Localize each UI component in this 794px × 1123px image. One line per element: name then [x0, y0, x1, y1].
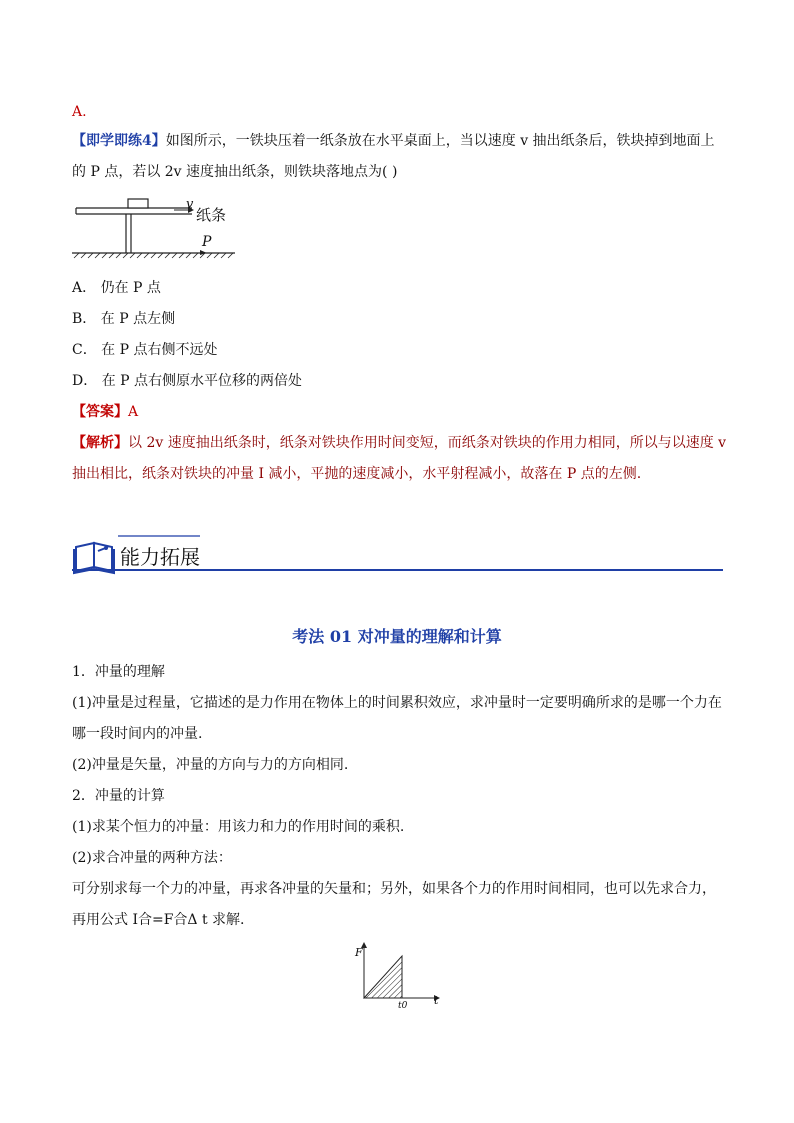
paper-label: 纸条	[196, 206, 227, 224]
paragraph-4: (2)求合冲量的两种方法：	[72, 850, 232, 866]
answer-line	[72, 402, 138, 422]
option-text: 在 P 点右侧原水平位移的两倍处	[101, 373, 303, 389]
section-divider	[72, 569, 723, 571]
heading-2: 2．冲量的计算	[72, 788, 165, 804]
method-title: 考法 01 对冲量的理解和计算	[292, 627, 502, 646]
section-title: 能力拓展	[120, 545, 200, 569]
option-a	[72, 278, 161, 298]
paragraph-1b: 哪一段时间内的冲量.	[72, 726, 203, 742]
x-axis-label: t	[434, 994, 439, 1007]
paragraph-1a: (1)冲量是过程量，它描述的是力作用在物体上的时间累积效应，求冲量时一定要明确所求的是哪一个力在	[72, 695, 722, 711]
option-letter: D．	[72, 373, 98, 389]
option-b	[72, 309, 175, 329]
paragraph-2: (2)冲量是矢量，冲量的方向与力的方向相同.	[72, 757, 349, 773]
t0-label: t0	[398, 1001, 408, 1011]
answer-tag: 【答案】	[72, 404, 128, 420]
option-text: 在 P 点右侧不远处	[101, 342, 218, 358]
option-d	[72, 371, 302, 391]
impulse-area	[364, 956, 402, 998]
velocity-label: v	[186, 197, 194, 212]
question-line-1	[72, 131, 715, 151]
option-letter: B．	[72, 311, 97, 327]
analysis-line-1	[72, 433, 726, 453]
paragraph-6: 再用公式 I合=F合Δ t 求解.	[72, 912, 245, 928]
option-c	[72, 340, 218, 360]
question-tag: 【即学即练4】	[72, 133, 166, 149]
analysis-line-2: 抽出相比，纸条对铁块的冲量 I 减小，平抛的速度减小，水平射程减小，故落在 P 点的左侧.	[72, 466, 642, 482]
answer-value: A	[128, 404, 139, 420]
paragraph-3: (1)求某个恒力的冲量：用该力和力的作用时间的乘积.	[72, 819, 405, 835]
option-text: 仍在 P 点	[100, 280, 161, 296]
option-letter: C．	[72, 342, 97, 358]
question-line-2: 的 P 点，若以 2v 速度抽出纸条，则铁块落地点为( )	[72, 164, 398, 180]
heading-1: 1．冲量的理解	[72, 664, 165, 680]
option-letter: A．	[72, 280, 97, 296]
point-p-label: P	[202, 234, 212, 250]
iron-block	[128, 199, 148, 208]
option-text: 在 P 点左侧	[100, 311, 176, 327]
previous-answer: A.	[72, 104, 87, 120]
analysis-tag: 【解析】	[72, 435, 128, 451]
analysis-text-1: 以 2v 速度抽出纸条时，纸条对铁块作用时间变短，而纸条对铁块的作用力相同，所以与以速度 v	[128, 435, 727, 451]
y-axis-label: F	[355, 946, 363, 959]
paragraph-5: 可分别求每一个力的冲量，再求各冲量的矢量和；另外，如果各个力的作用时间相同，也可以先求合力，	[72, 881, 716, 897]
question-text-1: 如图所示，一铁块压着一纸条放在水平桌面上，当以速度 v 抽出纸条后，铁块掉到地面上	[165, 133, 715, 149]
